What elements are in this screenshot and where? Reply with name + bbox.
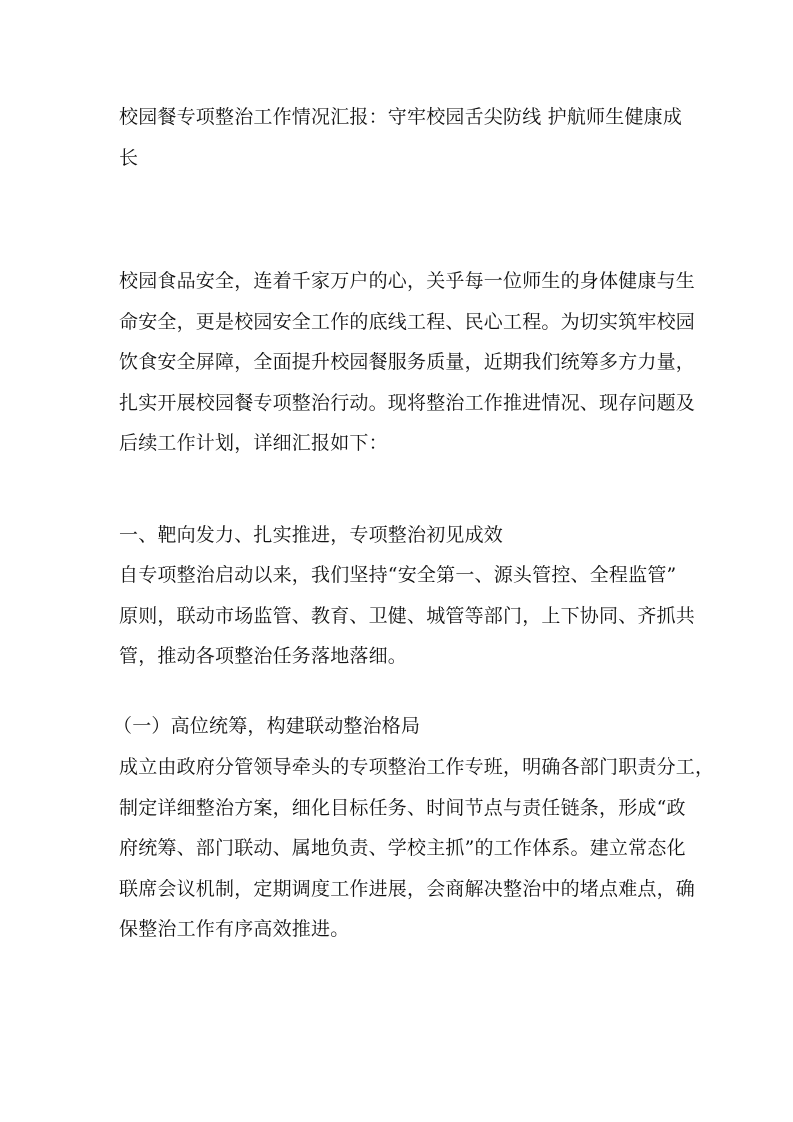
paragraph-line: 扎实开展校园餐专项整治行动。现将整治工作推进情况、现存问题及 <box>119 391 696 414</box>
paragraph-line: 饮食安全屏障，全面提升校园餐服务质量，近期我们统筹多方力量， <box>119 351 696 373</box>
paragraph-line: 保整治工作有序高效推进。 <box>119 918 350 940</box>
paragraph-line: 后续工作计划，详细汇报如下： <box>119 432 388 454</box>
title-line: 长 <box>119 146 139 169</box>
section-heading-text: 一、靶向发力、扎实推进，专项整治初见成效 <box>119 524 504 546</box>
subsection-heading-text: （一）高位统筹，构建联动整治格局 <box>113 715 421 737</box>
paragraph-line: 成立由政府分管领导牵头的专项整治工作专班，明确各部门职责分工， <box>119 756 715 778</box>
paragraph-line: 命安全，更是校园安全工作的底线工程、民心工程。为切实筑牢校园 <box>119 310 696 333</box>
subsection-heading <box>113 706 673 747</box>
paragraph-line: 自专项整治启动以来，我们坚持“安全第一、源头管控、全程监管” <box>119 564 677 586</box>
subsection-paragraph <box>119 747 715 950</box>
section-heading <box>119 515 679 556</box>
paragraph-line: 制定详细整治方案，细化目标任务、时间节点与责任链条，形成“政 <box>119 796 686 819</box>
section-paragraph <box>119 555 696 677</box>
intro-paragraph <box>119 261 696 464</box>
paragraph-line: 校园食品安全，连着千家万户的心，关乎每一位师生的身体健康与生 <box>119 270 696 292</box>
paragraph-line: 原则，联动市场监管、教育、卫健、城管等部门，上下协同、齐抓共 <box>119 604 696 627</box>
paragraph-line: 联席会议机制，定期调度工作进展，会商解决整治中的堵点难点，确 <box>119 877 696 900</box>
paragraph-line: 管，推动各项整治任务落地落细。 <box>119 645 408 667</box>
title-line: 校园餐专项整治工作情况汇报：守牢校园舌尖防线 护航师生健康成 <box>119 106 683 128</box>
document-title <box>119 97 683 178</box>
paragraph-line: 府统筹、部门联动、属地负责、学校主抓”的工作体系。建立常态化 <box>119 837 686 859</box>
